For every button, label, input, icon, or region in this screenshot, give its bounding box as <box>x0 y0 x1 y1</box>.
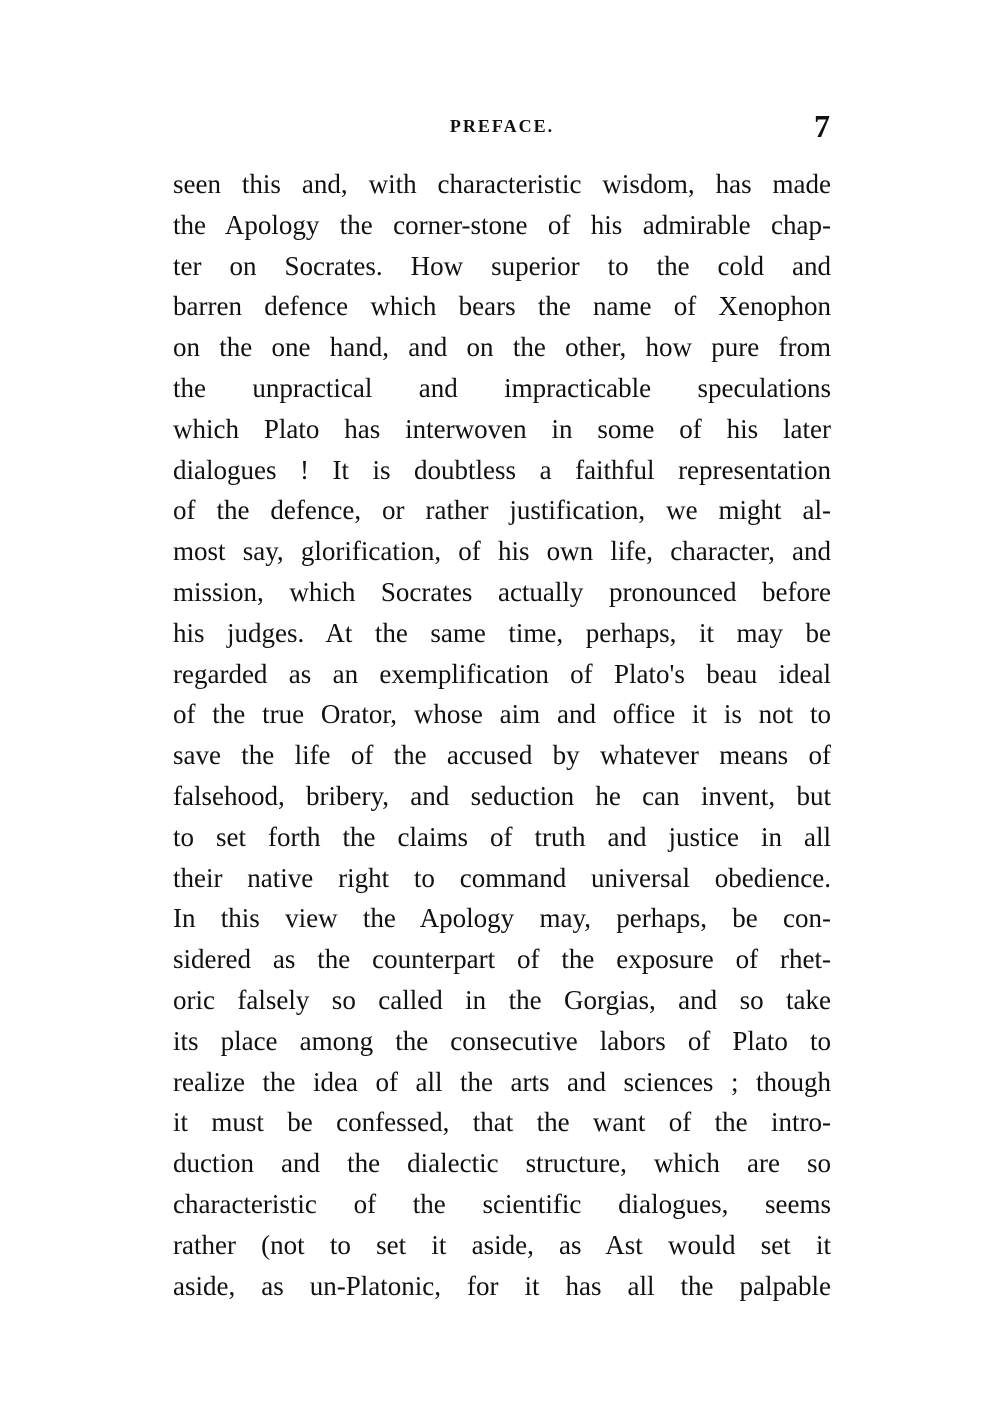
text-line: their native right to command universal obedience. <box>173 862 831 893</box>
text-line: save the life of the accused by whatever means of <box>173 740 831 771</box>
text-line: it must be confessed, that the want of the intro- <box>173 1107 831 1138</box>
running-title: PREFACE. <box>449 116 555 136</box>
text-line: the Apology the corner-stone of his admirable chap- <box>173 209 831 240</box>
text-line: on the one hand, and on the other, how pure from <box>173 332 831 363</box>
text-line: most say, glorification, of his own life, character, and <box>173 536 831 567</box>
page-number: 7 <box>814 108 830 144</box>
text-line: the unpractical and impracticable speculations <box>173 372 831 403</box>
text-line: rather (not to set it aside, as Ast would set it <box>173 1229 831 1260</box>
text-line: dialogues ! It is doubtless a faithful representation <box>173 454 831 485</box>
text-line: ter on Socrates. How superior to the cold and <box>173 250 831 281</box>
text-line: to set forth the claims of truth and justice in all <box>173 821 831 852</box>
text-line: characteristic of the scientific dialogues, seems <box>173 1188 831 1219</box>
text-line: In this view the Apology may, perhaps, be con- <box>173 903 831 934</box>
text-line: its place among the consecutive labors of Plato to <box>173 1025 831 1056</box>
text-line: regarded as an exemplification of Plato's beau ideal <box>173 658 831 689</box>
text-line: of the true Orator, whose aim and office it is not to <box>173 699 831 730</box>
text-line: mission, which Socrates actually pronounced before <box>173 576 831 607</box>
text-line: oric falsely so called in the Gorgias, and so take <box>173 984 831 1015</box>
running-head <box>172 108 832 148</box>
text-line: seen this and, with characteristic wisdom, has made <box>173 169 831 199</box>
text-line: sidered as the counterpart of the exposure of rhet- <box>173 944 831 975</box>
text-line: which Plato has interwoven in some of his later <box>173 413 831 444</box>
text-line: falsehood, bribery, and seduction he can invent, but <box>173 780 831 811</box>
text-line: of the defence, or rather justification, we might al- <box>173 495 831 526</box>
text-line: his judges. At the same time, perhaps, it may be <box>173 617 831 648</box>
body-text <box>173 164 831 1306</box>
text-line: realize the idea of all the arts and sciences ; though <box>173 1066 831 1097</box>
text-line: aside, as un-Platonic, for it has all the palpable <box>173 1270 831 1301</box>
text-line: duction and the dialectic structure, which are so <box>173 1148 831 1179</box>
text-line: barren defence which bears the name of Xenophon <box>173 291 831 322</box>
